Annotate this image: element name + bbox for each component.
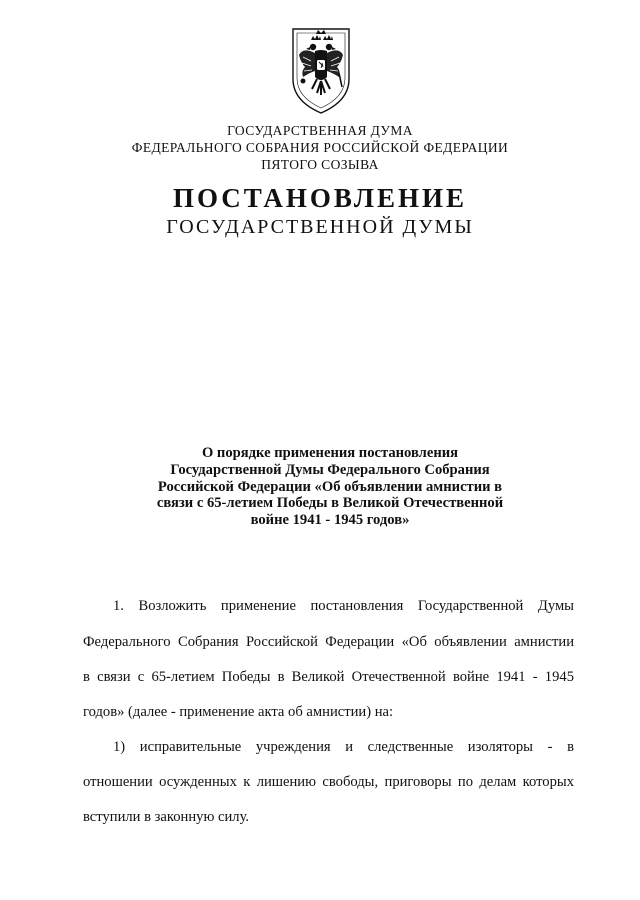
organization-header (0, 122, 640, 173)
body-text-line: годов» (далее - применение акта об амнистии) на: (83, 704, 394, 720)
org-line: ГОСУДАРСТВЕННАЯ ДУМА (227, 123, 413, 138)
body-text-line: отношении осужденных к лишению свободы, приговоры по делам которых (83, 774, 574, 790)
subject-line: О порядке применения постановления (201, 445, 459, 461)
body-text-line: 1. Возложить применение постановления Государственной Думы (113, 598, 574, 614)
body-text-line: Федерального Собрания Российской Федерации «Об объявлении амнистии (83, 634, 574, 650)
body-text-line: в связи с 65-летием Победы в Великой Отечественной войне 1941 - 1945 (83, 669, 574, 685)
body-text-line: вступили в законную силу. (83, 809, 250, 825)
org-line: ПЯТОГО СОЗЫВА (261, 157, 379, 172)
subject-line: Российской Федерации «Об объявлении амнистии в (157, 478, 503, 495)
subject-line: связи с 65-летием Победы в Великой Отечественной (156, 495, 504, 512)
subject-line: Государственной Думы Федерального Собрания (170, 461, 490, 478)
subject-line: войне 1941 - 1945 годов» (250, 512, 410, 529)
body-text-line: 1) исправительные учреждения и следственные изоляторы - в (113, 739, 574, 755)
document-type-title: ПОСТАНОВЛЕНИЕ (172, 183, 468, 213)
document-subject (150, 445, 510, 529)
document-type-subtitle: ГОСУДАРСТВЕННОЙ ДУМЫ (166, 216, 474, 238)
org-line: ФЕДЕРАЛЬНОГО СОБРАНИЯ РОССИЙСКОЙ ФЕДЕРАЦИИ (131, 140, 509, 155)
coat-of-arms-icon (289, 27, 353, 115)
